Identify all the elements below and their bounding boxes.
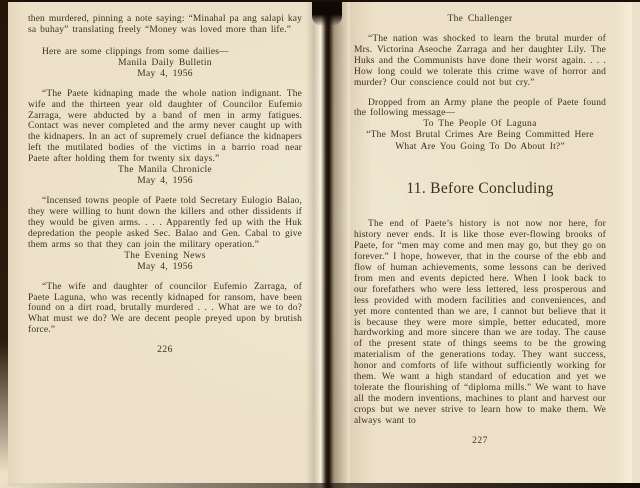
clipping-quote: “The wife and daughter of councilor Eufemio Zarraga, of Paete Laguna, who was recently kidnaped for ransom, have been found on a dirt road, brutally murdered . . . What are we to do? What must we do? We are decent people preyed upon by brutish force.” <box>28 281 302 336</box>
paragraph-transition: Dropped from an Army plane the people of Paete found the following message— <box>354 97 606 119</box>
chapter-heading: 11. Before Concluding <box>406 180 554 198</box>
page-number: 226 <box>157 345 173 356</box>
page-right <box>350 2 632 486</box>
page-number: 227 <box>472 435 488 446</box>
book-gutter-shadow <box>306 0 350 488</box>
paragraph-quote: “The nation was shocked to learn the brutal murder of Mrs. Victorina Aseoche Zarraga and her daughter Lily. The Huks and the Communists have done their worst again. . . . How long could we tolerate this crime wave of horror and murder? Our conscience could not but cry.” <box>354 34 606 88</box>
message-line: What Are You Going To Do About It?” <box>395 141 565 152</box>
message-line: “The Most Brutal Crimes Are Being Committed Here <box>366 130 594 141</box>
paragraph-continuation: then murdered, pinning a note saying: “Minahal pa ang salapi kay sa buhay” translating freely “Money was loved more than life.” <box>28 14 302 35</box>
message-heading: To The People Of Laguna <box>423 119 537 130</box>
clipping-source-heading: Manila Daily Bulletin <box>118 57 212 68</box>
scan-edge-left <box>0 0 8 488</box>
section-heading: The Challenger <box>447 14 513 24</box>
scan-edge-top <box>0 0 640 2</box>
clipping-source-heading: The Manila Chronicle <box>118 165 212 176</box>
page-edge-highlight <box>614 0 632 488</box>
chapter-body-paragraph: The end of Paete’s history is not now nor here, for history never ends. It is like those ever-flowing brooks of Paete, for “men may come and men may go, but they go on forever.” I hope, however, that in the course of the ebb and flow of human achievements, some lessons can be derived from men and events depicted here. When I look back to our forefathers who were less lettered, less prosperous and less provided with modern facilities and conveniences, and yet more contented than we are, I cannot but believe that it is because they were more simple, better educated, more hardworking and more sincere than we are today. The cause of the present state of things seems to be the growing materialism of the generations today. They want success, honor and comforts of life without sufficiently working for them. We want a high standard of education and yet we tolerate the flourishing of “diploma mills.” We want to have all the modern inventions, machines to plant and harvest our crops but we never strive to learn how to make them. We always want to <box>354 219 606 426</box>
clipping-date-heading: May 4, 1956 <box>137 261 193 272</box>
clipping-quote: “Incensed towns people of Paete told Secretary Eulogio Balao, they were willing to hunt down the killers and other dissidents if they would be given arms. . . . Apparently fed up with the Huk depredation the people asked Sec. Balao and Gen. Cabal to give them arms so that they can join the military operation.” <box>28 196 302 250</box>
clipping-source-heading: The Evening News <box>124 250 206 261</box>
page-left <box>8 2 320 486</box>
clipping-date-heading: May 4, 1956 <box>137 68 193 79</box>
scan-edge-bottom <box>0 483 640 488</box>
book-gutter-top-shadow <box>312 0 342 26</box>
paragraph-intro: Here are some clippings from some dailies— <box>42 46 229 57</box>
clipping-quote: “The Paete kidnaping made the whole nation indignant. The wife and the thirteen year old daughter of Councilor Eufemio Zarraga, were abducted by a band of men in army fatigues. Contact was never completed and the army never caught up with the kidnapers. In an act of supremely cruel defiance the kidnapers left the mutilated bodies of the victims in a barrio road near Paete after holding them for twenty six days.” <box>28 88 302 165</box>
clipping-date-heading: May 4, 1956 <box>137 176 193 187</box>
